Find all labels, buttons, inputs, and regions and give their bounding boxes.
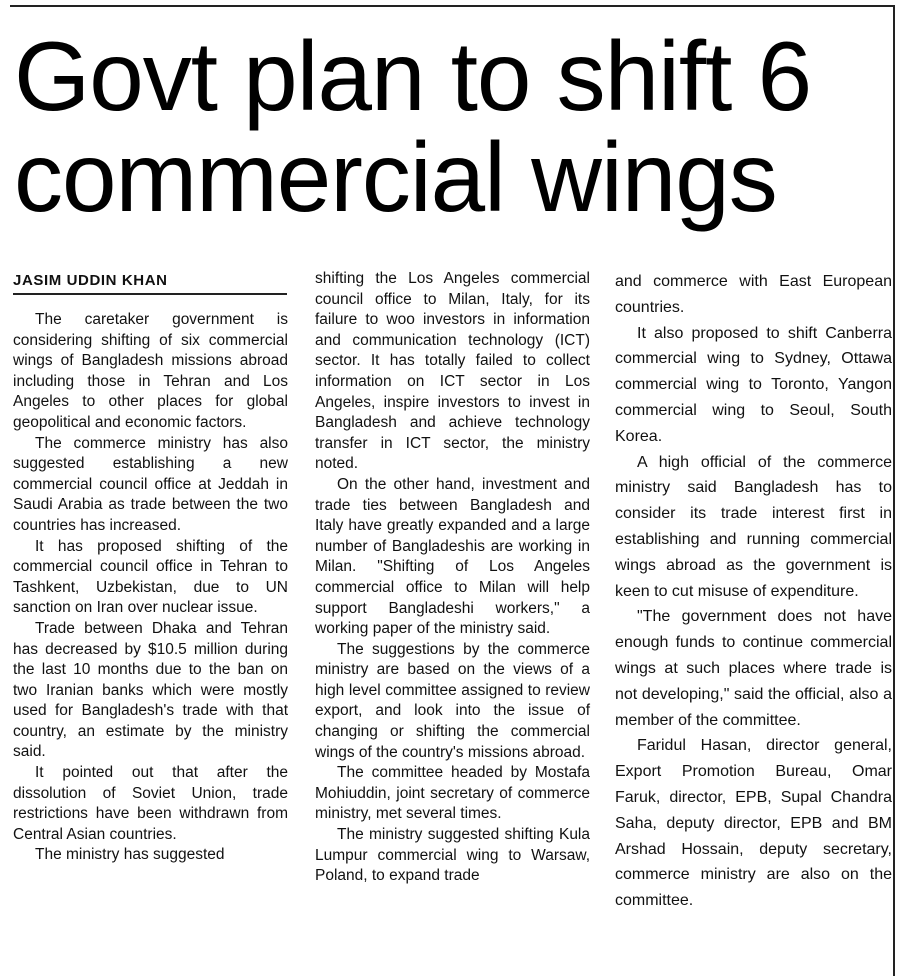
headline: Govt plan to shift 6 commercial wings [14, 21, 812, 232]
paragraph-continued: and commerce with East European countries. [615, 273, 892, 316]
paragraph: The suggestions by the commerce ministry are based on the views of a high level committee assigned to review export, and look into the issue of changing or shifting the commercial wings of the country's missions abroad. [315, 640, 590, 761]
column-1 [13, 310, 288, 866]
paragraph-continued: shifting the Los Angeles commercial council office to Milan, Italy, for its failure to woo investors in information and communication technology (ICT) sector. It has totally failed to collect information on ICT sector in Los Angeles, inspire investors to invest in Bangladesh and achieve technology transfer in ICT sector, the ministry noted. [315, 270, 590, 473]
column-2 [315, 269, 590, 887]
paragraph: The committee headed by Mostafa Mohiuddin, joint secretary of commerce ministry, met several times. [315, 764, 590, 823]
paragraph: "The government does not have enough funds to continue commercial wings at such places where trade is not developing," said the official, also a member of the committee. [615, 608, 892, 729]
paragraph: Trade between Dhaka and Tehran has decreased by $10.5 million during the last 10 months due to the ban on two Iranian banks which were mostly used for Bangladesh's trade with that country, an estimate by the ministry said. [13, 619, 288, 761]
paragraph: The ministry has suggested [35, 846, 225, 864]
paragraph: A high official of the commerce ministry said Bangladesh has to consider its trade interest first in establishing and running commercial wings abroad as the government is keen to cut misuse of expenditure. [615, 453, 892, 600]
paragraph: Faridul Hasan, director general, Export Promotion Bureau, Omar Faruk, director, EPB, Supal Chandra Saha, deputy director, EPB and BM Arshad Hossain, deputy secretary, commerce ministry are also on the committee. [615, 737, 892, 910]
byline-rule [13, 293, 287, 295]
paragraph: The caretaker government is considering shifting of six commercial wings of Bangladesh missions abroad including those in Tehran and Los Angeles to other places for global geopolitical and economic factors. [13, 311, 288, 431]
paragraph: On the other hand, investment and trade ties between Bangladesh and Italy have greatly expanded and a large number of Bangladeshis are working in Milan. "Shifting of Los Angeles commercial office to Milan will help support Bangladeshi workers," a working paper of the ministry said. [315, 475, 590, 638]
byline: JASIM UDDIN KHAN [13, 272, 168, 289]
top-rule [10, 5, 894, 7]
paragraph: It pointed out that after the dissolution of Soviet Union, trade restrictions have been withdrawn from Central Asian countries. [13, 764, 288, 843]
paragraph: The commerce ministry has also suggested establishing a new commercial council office at Jeddah in Saudi Arabia as trade between the two countries has increased. [13, 434, 288, 534]
paragraph: The ministry suggested shifting Kula Lumpur commercial wing to Warsaw, Poland, to expand trade [315, 826, 590, 885]
column-3 [615, 269, 892, 914]
paragraph: It has proposed shifting of the commercial council office in Tehran to Tashkent, Uzbekistan, due to UN sanction on Iran over nuclear issue. [13, 537, 288, 617]
paragraph: It also proposed to shift Canberra commercial wing to Sydney, Ottawa commercial wing to Toronto, Yangon commercial wing to Seoul, South Korea. [615, 324, 892, 445]
